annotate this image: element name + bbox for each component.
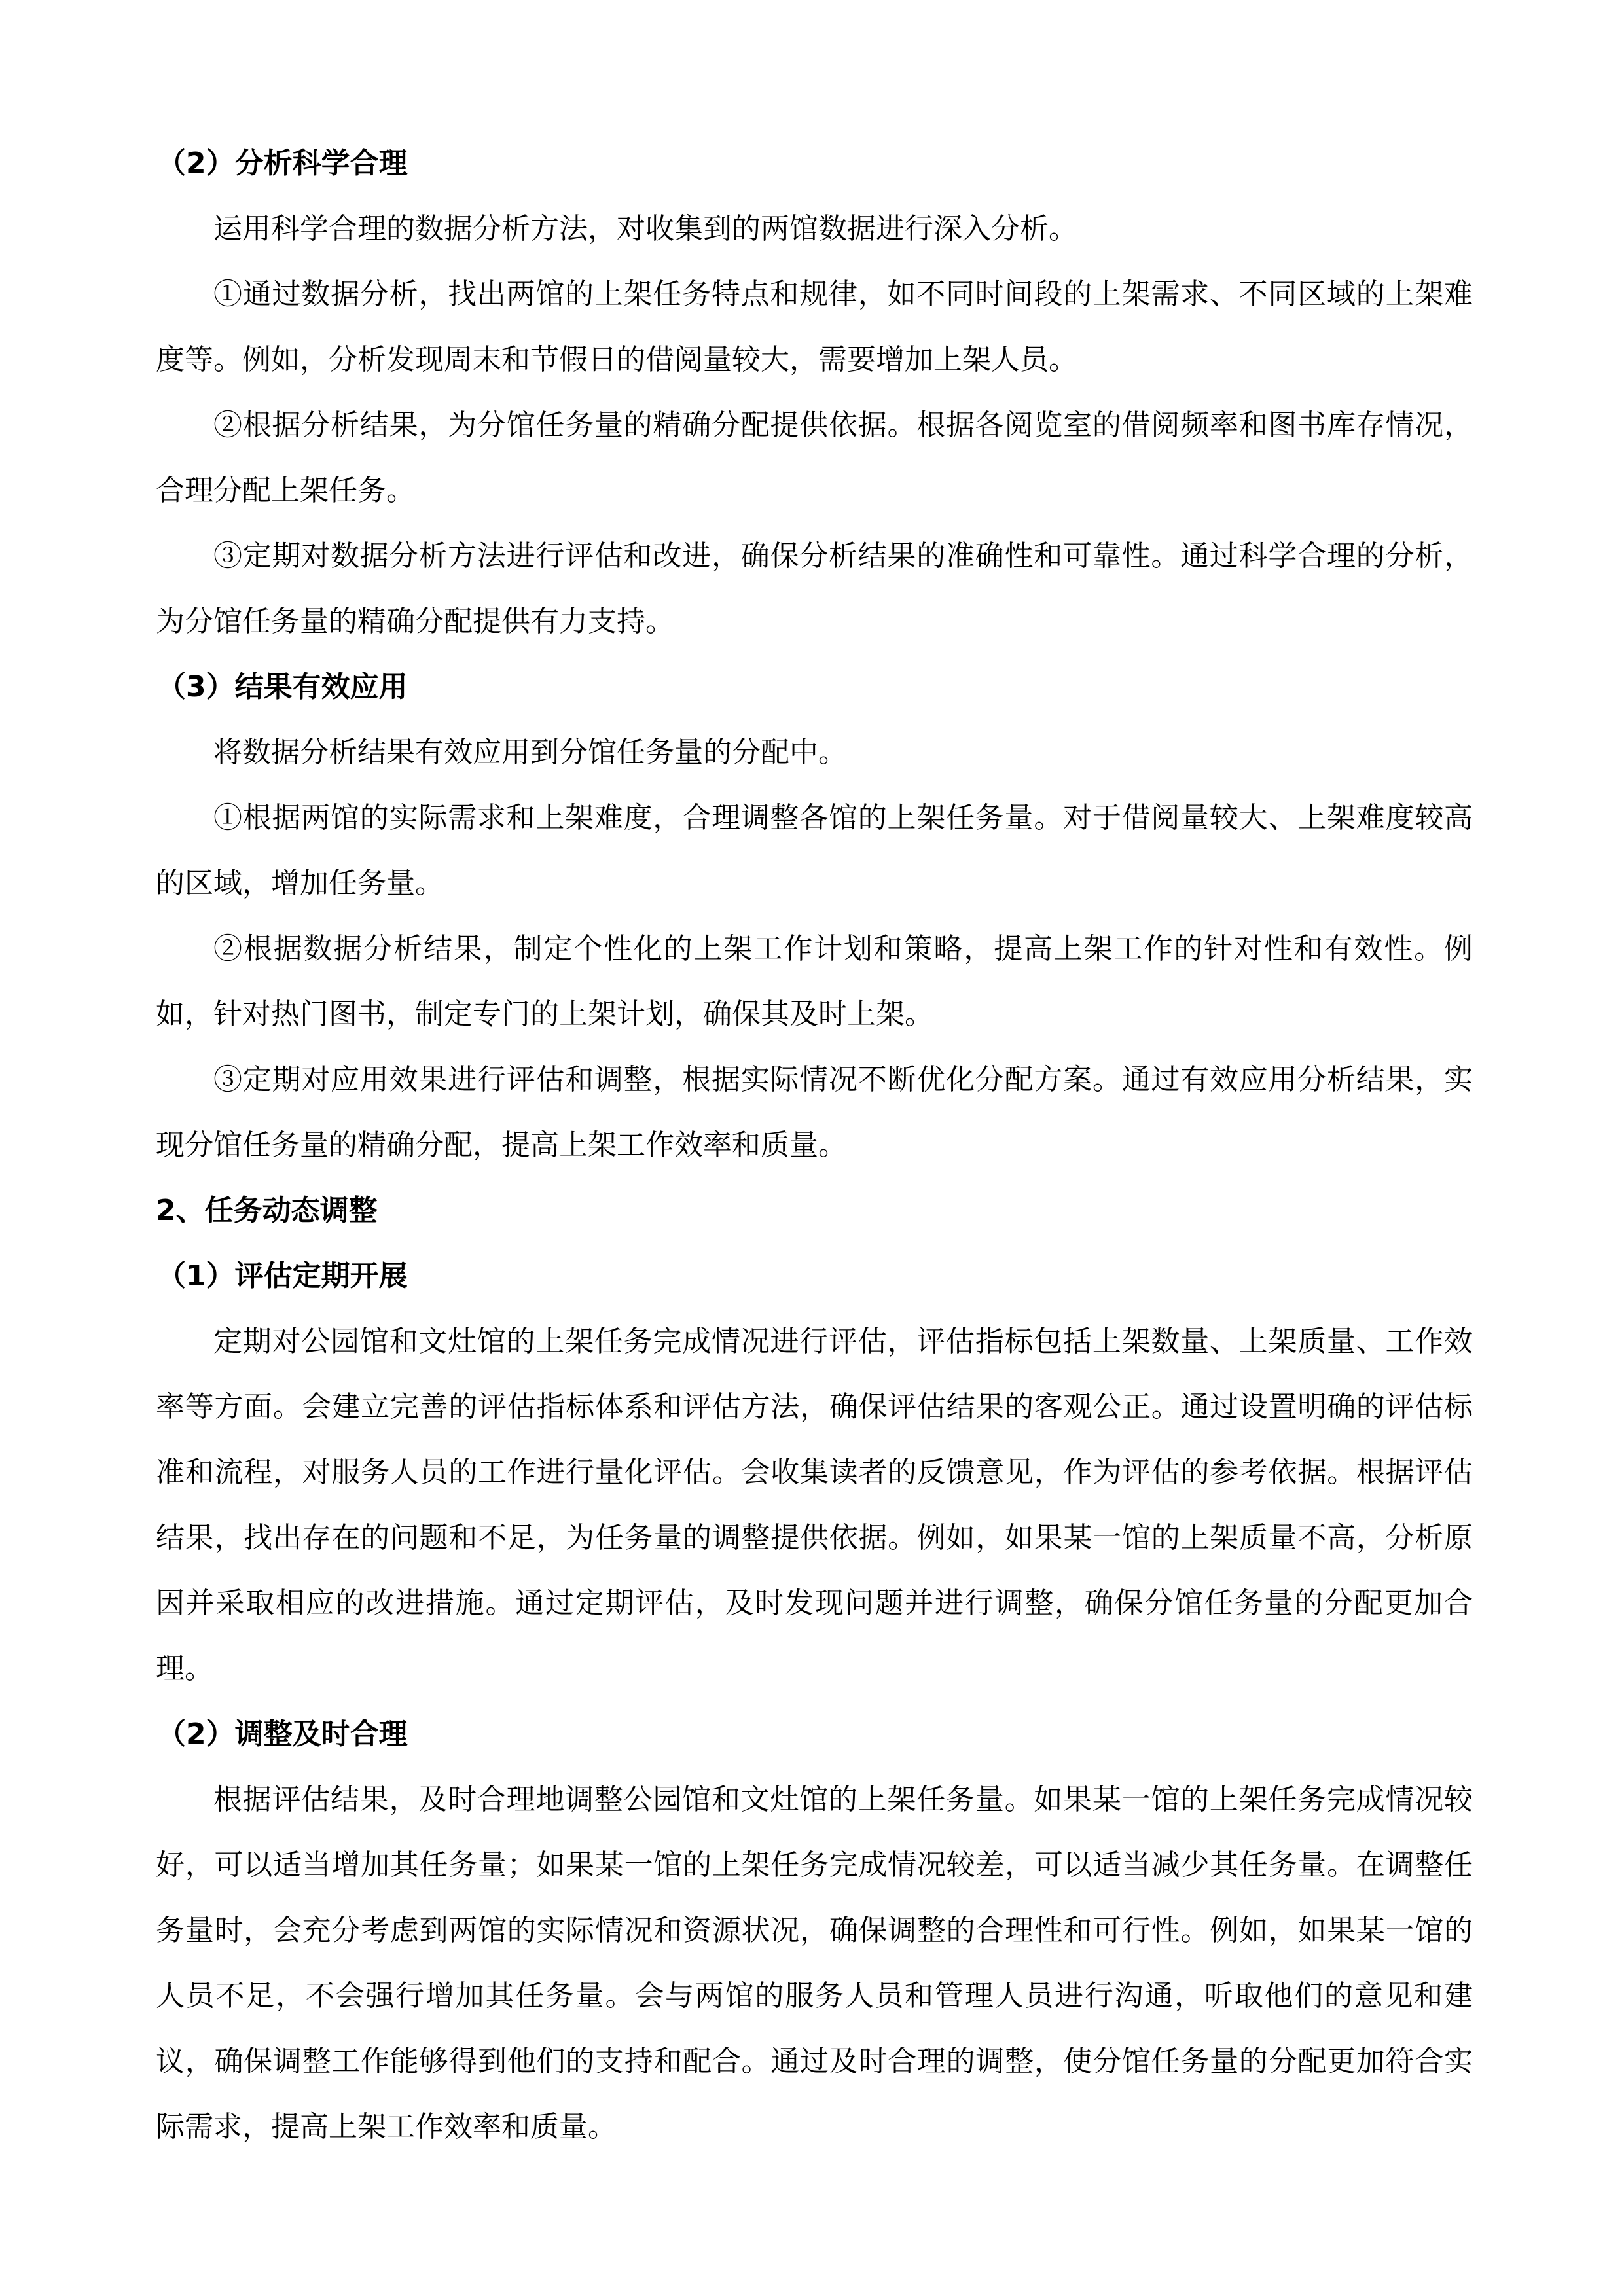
paragraph: ①通过数据分析，找出两馆的上架任务特点和规律，如不同时间段的上架需求、不同区域的上架难度等。例如，分析发现周末和节假日的借阅量较大，需要增加上架人员。 bbox=[156, 278, 1473, 376]
section-heading: （2）调整及时合理 bbox=[157, 1717, 408, 1751]
paragraph: ②根据数据分析结果，制定个性化的上架工作计划和策略，提高上架工作的针对性和有效性。例如，针对热门图书，制定专门的上架计划，确保其及时上架。 bbox=[156, 932, 1473, 1031]
section-heading: （1）评估定期开展 bbox=[157, 1259, 408, 1293]
paragraph: ③定期对应用效果进行评估和调整，根据实际情况不断优化分配方案。通过有效应用分析结果，实现分馆任务量的精确分配，提高上架工作效率和质量。 bbox=[156, 1063, 1473, 1162]
section-heading: （2）分析科学合理 bbox=[157, 147, 408, 180]
chapter-heading: 2、任务动态调整 bbox=[156, 1194, 378, 1227]
paragraph: 根据评估结果，及时合理地调整公园馆和文灶馆的上架任务量。如果某一馆的上架任务完成情况较好，可以适当增加其任务量；如果某一馆的上架任务完成情况较差，可以适当减少其任务量。在调整任务量时，会充分考虑到两馆的实际情况和资源状况，确保调整的合理性和可行性。例如，如果某一馆的人员不足，不会强行增加其任务量。会与两馆的服务人员和管理人员进行沟通，听取他们的意见和建议，确保调整工作能够得到他们的支持和配合。通过及时合理的调整，使分馆任务量的分配更加符合实际需求，提高上架工作效率和质量。 bbox=[156, 1783, 1473, 2144]
paragraph: 定期对公园馆和文灶馆的上架任务完成情况进行评估，评估指标包括上架数量、上架质量、工作效率等方面。会建立完善的评估指标体系和评估方法，确保评估结果的客观公正。通过设置明确的评估标准和流程，对服务人员的工作进行量化评估。会收集读者的反馈意见，作为评估的参考依据。根据评估结果，找出存在的问题和不足，为任务量的调整提供依据。例如，如果某一馆的上架质量不高，分析原因并采取相应的改进措施。通过定期评估，及时发现问题并进行调整，确保分馆任务量的分配更加合理。 bbox=[156, 1325, 1473, 1685]
section-heading: （3）结果有效应用 bbox=[157, 670, 408, 704]
paragraph: 将数据分析结果有效应用到分馆任务量的分配中。 bbox=[213, 736, 847, 769]
paragraph: 运用科学合理的数据分析方法，对收集到的两馆数据进行深入分析。 bbox=[213, 212, 1077, 245]
paragraph: ③定期对数据分析方法进行评估和改进，确保分析结果的准确性和可靠性。通过科学合理的分析，为分馆任务量的精确分配提供有力支持。 bbox=[156, 539, 1473, 638]
paragraph: ①根据两馆的实际需求和上架难度，合理调整各馆的上架任务量。对于借阅量较大、上架难度较高的区域，增加任务量。 bbox=[156, 801, 1473, 900]
document-body bbox=[156, 131, 1473, 2160]
paragraph: ②根据分析结果，为分馆任务量的精确分配提供依据。根据各阅览室的借阅频率和图书库存情况，合理分配上架任务。 bbox=[156, 408, 1473, 507]
